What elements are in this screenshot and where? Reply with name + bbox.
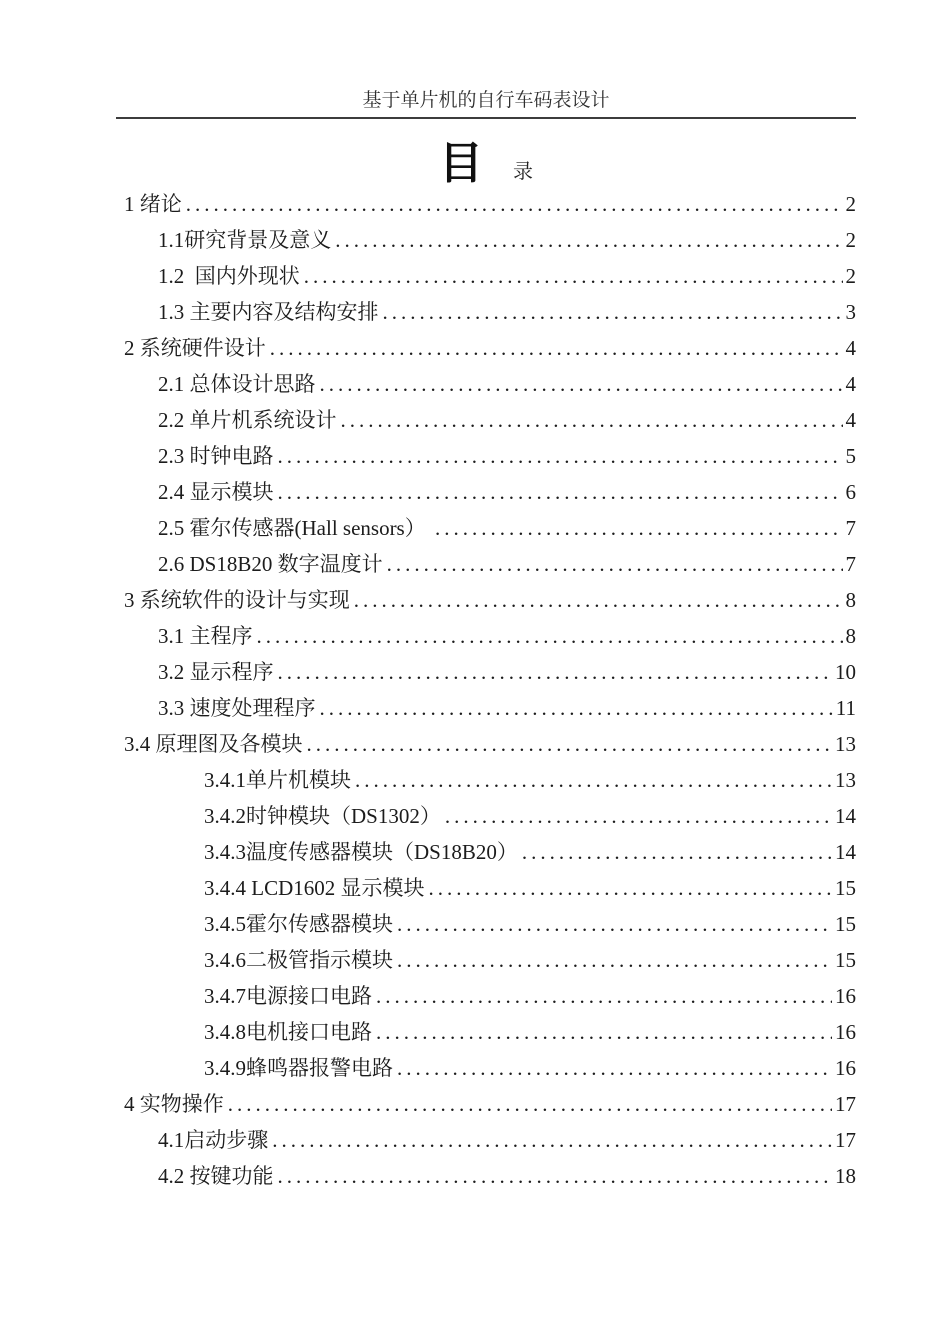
dot-leader: [278, 438, 843, 474]
dot-leader: [272, 1122, 832, 1158]
toc-entry-label: 2.3 时钟电路: [158, 444, 274, 468]
toc-entry-label: 3.4.3温度传感器模块（DS18B20）: [204, 840, 518, 864]
toc-entry-label: 3.4.9蜂鸣器报警电路: [204, 1056, 393, 1080]
dot-leader: [376, 978, 832, 1014]
toc-entry-label: 3.3 速度处理程序: [158, 696, 316, 720]
toc-row[interactable]: [116, 366, 856, 402]
toc-row[interactable]: [116, 330, 856, 366]
toc-entry-label: 3.4 原理图及各模块: [124, 732, 303, 756]
dot-leader: [397, 906, 832, 942]
toc-title-main-char: 目: [439, 139, 483, 188]
dot-leader: [387, 546, 843, 582]
toc-entry-label: 2.5 霍尔传感器(Hall sensors）: [158, 516, 431, 540]
toc-title: [116, 139, 856, 188]
dot-leader: [278, 1158, 833, 1194]
toc-row[interactable]: [116, 942, 856, 978]
toc-entry-label: 3.4.5霍尔传感器模块: [204, 912, 393, 936]
toc-row[interactable]: [116, 870, 856, 906]
toc-entry-page: 15: [835, 948, 856, 972]
toc-row[interactable]: [116, 1086, 856, 1122]
dot-leader: [270, 330, 843, 366]
toc-entry-label: 1 绪论: [124, 192, 182, 216]
toc-entry-page: 17: [835, 1092, 856, 1116]
toc-entry-page: 16: [835, 1056, 856, 1080]
toc-entry-page: 15: [835, 876, 856, 900]
dot-leader: [228, 1086, 832, 1122]
toc-entry-label: 1.2 国内外现状: [158, 264, 300, 288]
toc-entry-page: 16: [835, 984, 856, 1008]
toc-row[interactable]: [116, 690, 856, 726]
toc-row[interactable]: [116, 726, 856, 762]
toc-entry-label: 1.1研究背景及意义: [158, 228, 332, 252]
dot-leader: [186, 186, 843, 222]
toc-entry-label: 4.1启动步骤: [158, 1128, 269, 1152]
toc-entry-page: 7: [845, 552, 856, 576]
dot-leader: [320, 366, 843, 402]
toc-entry-page: 17: [835, 1128, 856, 1152]
dot-leader: [341, 402, 843, 438]
toc-entry-page: 18: [835, 1164, 856, 1188]
toc-entry-page: 8: [845, 624, 856, 648]
dot-leader: [257, 618, 843, 654]
toc-entry-page: 11: [835, 696, 856, 720]
dot-leader: [376, 1014, 832, 1050]
dot-leader: [435, 510, 843, 546]
toc-entry-label: 2.6 DS18B20 数字温度计: [158, 552, 383, 576]
toc-entry-page: 2: [845, 264, 856, 288]
toc-row[interactable]: [116, 618, 856, 654]
toc-entry-label: 3.1 主程序: [158, 624, 253, 648]
toc-entry-label: 2.1 总体设计思路: [158, 372, 316, 396]
toc-row[interactable]: [116, 438, 856, 474]
toc-entry-page: 16: [835, 1020, 856, 1044]
toc-entry-page: 13: [835, 732, 856, 756]
toc-entry-page: 5: [845, 444, 856, 468]
toc-entry-page: 14: [835, 804, 856, 828]
dot-leader: [383, 294, 843, 330]
toc-row[interactable]: [116, 1122, 856, 1158]
toc-entry-label: 3.4.7电源接口电路: [204, 984, 372, 1008]
dot-leader: [335, 222, 842, 258]
page-header: [116, 90, 856, 119]
toc-row[interactable]: [116, 402, 856, 438]
toc-row[interactable]: [116, 510, 856, 546]
toc-row[interactable]: [116, 1050, 856, 1086]
toc-row[interactable]: [116, 978, 856, 1014]
toc-entry-label: 3.4.4 LCD1602 显示模块: [204, 876, 425, 900]
dot-leader: [304, 258, 843, 294]
toc-row[interactable]: [116, 474, 856, 510]
toc-row[interactable]: [116, 1014, 856, 1050]
toc-entry-page: 4: [845, 336, 856, 360]
toc-row[interactable]: [116, 762, 856, 798]
toc-title-sub-char: 录: [513, 161, 533, 183]
toc-entry-label: 3.4.8电机接口电路: [204, 1020, 372, 1044]
toc-row[interactable]: [116, 834, 856, 870]
dot-leader: [355, 762, 832, 798]
toc-entry-page: 14: [835, 840, 856, 864]
toc-entry-page: 4: [845, 372, 856, 396]
toc-entry-label: 4 实物操作: [124, 1092, 224, 1116]
toc-row[interactable]: [116, 186, 856, 222]
header-title: 基于单片机的自行车码表设计: [362, 90, 610, 111]
toc-entry-page: 6: [845, 480, 856, 504]
toc-entry-page: 13: [835, 768, 856, 792]
toc-entry-label: 3 系统软件的设计与实现: [124, 588, 350, 612]
dot-leader: [278, 654, 833, 690]
toc-row[interactable]: [116, 258, 856, 294]
toc-row[interactable]: [116, 294, 856, 330]
toc-entry-page: 10: [835, 660, 856, 684]
toc-entry-label: 3.2 显示程序: [158, 660, 274, 684]
toc-entry-page: 4: [845, 408, 856, 432]
toc-entry-label: 2 系统硬件设计: [124, 336, 266, 360]
toc-list: [116, 186, 856, 1194]
toc-entry-label: 2.4 显示模块: [158, 480, 274, 504]
toc-row[interactable]: [116, 1158, 856, 1194]
dot-leader: [320, 690, 833, 726]
toc-entry-label: 4.2 按键功能: [158, 1164, 274, 1188]
toc-entry-page: 3: [845, 300, 856, 324]
dot-leader: [278, 474, 843, 510]
toc-entry-page: 8: [845, 588, 856, 612]
toc-entry-label: 3.4.2时钟模块（DS1302）: [204, 804, 441, 828]
toc-entry-label: 2.2 单片机系统设计: [158, 408, 337, 432]
dot-leader: [397, 942, 832, 978]
dot-leader: [307, 726, 833, 762]
toc-entry-page: 2: [845, 192, 856, 216]
toc-entry-page: 7: [845, 516, 856, 540]
toc-row[interactable]: [116, 546, 856, 582]
toc-entry-label: 3.4.1单片机模块: [204, 768, 351, 792]
toc-entry-page: 15: [835, 912, 856, 936]
toc-row[interactable]: [116, 654, 856, 690]
dot-leader: [354, 582, 843, 618]
toc-row[interactable]: [116, 582, 856, 618]
toc-entry-page: 2: [845, 228, 856, 252]
toc-row[interactable]: [116, 798, 856, 834]
toc-row[interactable]: [116, 906, 856, 942]
toc-row[interactable]: [116, 222, 856, 258]
dot-leader: [397, 1050, 832, 1086]
dot-leader: [445, 798, 832, 834]
dot-leader: [429, 870, 833, 906]
dot-leader: [522, 834, 832, 870]
toc-entry-label: 3.4.6二极管指示模块: [204, 948, 393, 972]
toc-entry-label: 1.3 主要内容及结构安排: [158, 300, 379, 324]
